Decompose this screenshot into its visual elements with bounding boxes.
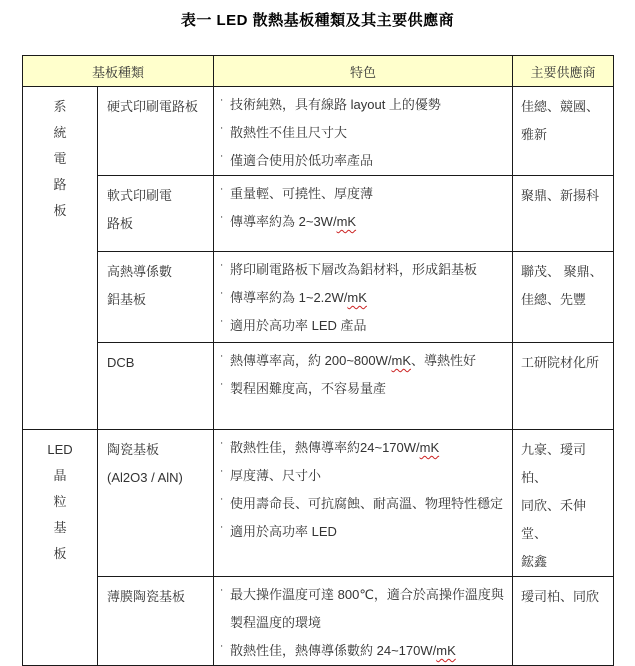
feature-item: ˙ 使用壽命長、可抗腐蝕、耐高溫、物理特性穩定 bbox=[220, 490, 508, 518]
supplier-line: 佳總、先豐 bbox=[521, 292, 587, 307]
header-row bbox=[23, 56, 614, 87]
suppliers-cell bbox=[513, 343, 614, 430]
substrate-type-line: 高熱導係數 bbox=[107, 264, 173, 279]
category-char: 路 bbox=[53, 177, 67, 192]
category-char: 基 bbox=[53, 520, 67, 535]
bullet-icon: ˙ bbox=[220, 643, 225, 658]
substrate-type-cell bbox=[98, 87, 214, 176]
feature-item: ˙ 僅適合使用於低功率產品 bbox=[220, 147, 508, 175]
substrate-type-line: 軟式印刷電 bbox=[107, 188, 173, 203]
supplier-line: 同欣、禾伸堂、 bbox=[521, 498, 587, 541]
supplier-line: 聯茂、 聚鼎、 bbox=[521, 264, 603, 279]
header-suppliers: 主要供應商 bbox=[513, 56, 614, 87]
category-char: LED bbox=[47, 442, 73, 457]
spellcheck-underline: mK bbox=[347, 290, 367, 305]
features-cell bbox=[214, 577, 513, 666]
feature-item: ˙ 重量輕、可撓性、厚度薄 bbox=[220, 180, 508, 208]
bullet-icon: ˙ bbox=[220, 186, 225, 201]
substrate-type-cell bbox=[98, 430, 214, 577]
spellcheck-underline: mK bbox=[419, 440, 440, 455]
suppliers-cell bbox=[513, 430, 614, 577]
substrate-type-cell bbox=[98, 252, 214, 343]
feature-item: ˙ 傳導率約為 2~3W/mK bbox=[220, 208, 508, 236]
bullet-icon: ˙ bbox=[220, 97, 225, 112]
bullet-icon: ˙ bbox=[220, 468, 225, 483]
feature-item: ˙ 厚度薄、尺寸小 bbox=[220, 462, 508, 490]
bullet-icon: ˙ bbox=[220, 353, 225, 368]
bullet-icon: ˙ bbox=[220, 125, 225, 140]
feature-item: ˙ 製程困難度高，不容易量產 bbox=[220, 375, 508, 403]
bullet-icon: ˙ bbox=[220, 381, 225, 396]
bullet-icon: ˙ bbox=[220, 214, 225, 229]
feature-item: ˙ 散熱性不佳且尺寸大 bbox=[220, 119, 508, 147]
supplier-line: 聚鼎、新揚科 bbox=[521, 188, 600, 203]
category-char: 板 bbox=[53, 546, 67, 561]
features-cell bbox=[214, 252, 513, 343]
bullet-icon: ˙ bbox=[220, 496, 225, 511]
category-char: 電 bbox=[53, 151, 67, 166]
features-cell bbox=[214, 176, 513, 252]
header-features: 特色 bbox=[214, 56, 513, 87]
spellcheck-underline: mK bbox=[336, 214, 357, 229]
supplier-line: 璦司柏、同欣 bbox=[521, 589, 600, 604]
spellcheck-underline: mK bbox=[391, 353, 411, 368]
features-cell bbox=[214, 343, 513, 430]
suppliers-cell bbox=[513, 87, 614, 176]
substrate-type-line: 鋁基板 bbox=[107, 292, 147, 307]
suppliers-cell bbox=[513, 577, 614, 666]
substrate-type-cell bbox=[98, 343, 214, 430]
bullet-icon: ˙ bbox=[220, 587, 225, 602]
feature-item: ˙ 將印刷電路板下層改為鋁材料，形成鋁基板 bbox=[220, 256, 508, 284]
suppliers-cell bbox=[513, 176, 614, 252]
feature-item: ˙ 適用於高功率 LED 產品 bbox=[220, 312, 508, 340]
substrate-type-cell bbox=[98, 176, 214, 252]
features-cell bbox=[214, 430, 513, 577]
bullet-icon: ˙ bbox=[220, 440, 225, 455]
category-char: 粒 bbox=[53, 494, 67, 509]
table-row bbox=[23, 343, 614, 430]
substrate-type-line: 陶瓷基板 bbox=[107, 442, 160, 457]
substrate-type-cell bbox=[98, 577, 214, 666]
substrate-type-line: (Al2O3 / AlN) bbox=[107, 470, 183, 485]
category-char: 統 bbox=[53, 125, 67, 140]
feature-item: ˙ 熱傳導率高，約 200~800W/mK、導熱性好 bbox=[220, 347, 508, 375]
supplier-line: 雅新 bbox=[521, 127, 548, 142]
category-char: 晶 bbox=[53, 468, 67, 483]
substrate-type-line: 路板 bbox=[107, 216, 134, 231]
supplier-line: 佳總、競國、 bbox=[521, 99, 600, 114]
feature-item: ˙ 適用於高功率 LED bbox=[220, 518, 508, 546]
feature-item: ˙ 最大操作溫度可達 800℃，適合於高操作溫度與 製程溫度的環境 bbox=[220, 581, 508, 637]
table-body bbox=[23, 87, 614, 666]
table-row bbox=[23, 176, 614, 252]
suppliers-cell bbox=[513, 252, 614, 343]
supplier-line: 工研院材化所 bbox=[521, 355, 600, 370]
page-title: 表一 LED 散熱基板種類及其主要供應商 bbox=[180, 12, 455, 29]
feature-item: ˙ 傳導率約為 1~2.2W/mK bbox=[220, 284, 508, 312]
feature-item: ˙ 散熱性佳，熱傳導率約24~170W/mK bbox=[220, 434, 508, 462]
substrate-type-line: DCB bbox=[107, 355, 135, 370]
table-row bbox=[23, 577, 614, 666]
category-char: 系 bbox=[53, 99, 67, 114]
substrate-type-line: 薄膜陶瓷基板 bbox=[107, 589, 186, 604]
supplier-line: 九豪、璦司柏、 bbox=[521, 442, 587, 485]
supplier-line: 鋐鑫 bbox=[521, 554, 548, 569]
feature-item: ˙ 技術純熟，具有線路 layout 上的優勢 bbox=[220, 91, 508, 119]
table-row bbox=[23, 87, 614, 176]
header-substrate-type: 基板種類 bbox=[23, 56, 214, 87]
bullet-icon: ˙ bbox=[220, 318, 225, 333]
bullet-icon: ˙ bbox=[220, 153, 225, 168]
table-row bbox=[23, 252, 614, 343]
category-cell-0 bbox=[23, 87, 98, 430]
table-row bbox=[23, 430, 614, 577]
feature-item: ˙ 散熱性佳，熱傳導係數約 24~170W/mK bbox=[220, 637, 508, 665]
bullet-icon: ˙ bbox=[220, 290, 225, 305]
features-cell bbox=[214, 87, 513, 176]
led-substrate-table bbox=[22, 55, 614, 666]
bullet-icon: ˙ bbox=[220, 262, 225, 277]
spellcheck-underline: mK bbox=[436, 643, 456, 658]
substrate-type-line: 硬式印刷電路板 bbox=[107, 99, 199, 114]
table-header bbox=[23, 56, 614, 87]
bullet-icon: ˙ bbox=[220, 524, 225, 539]
category-cell-1 bbox=[23, 430, 98, 666]
category-char: 板 bbox=[53, 203, 67, 218]
